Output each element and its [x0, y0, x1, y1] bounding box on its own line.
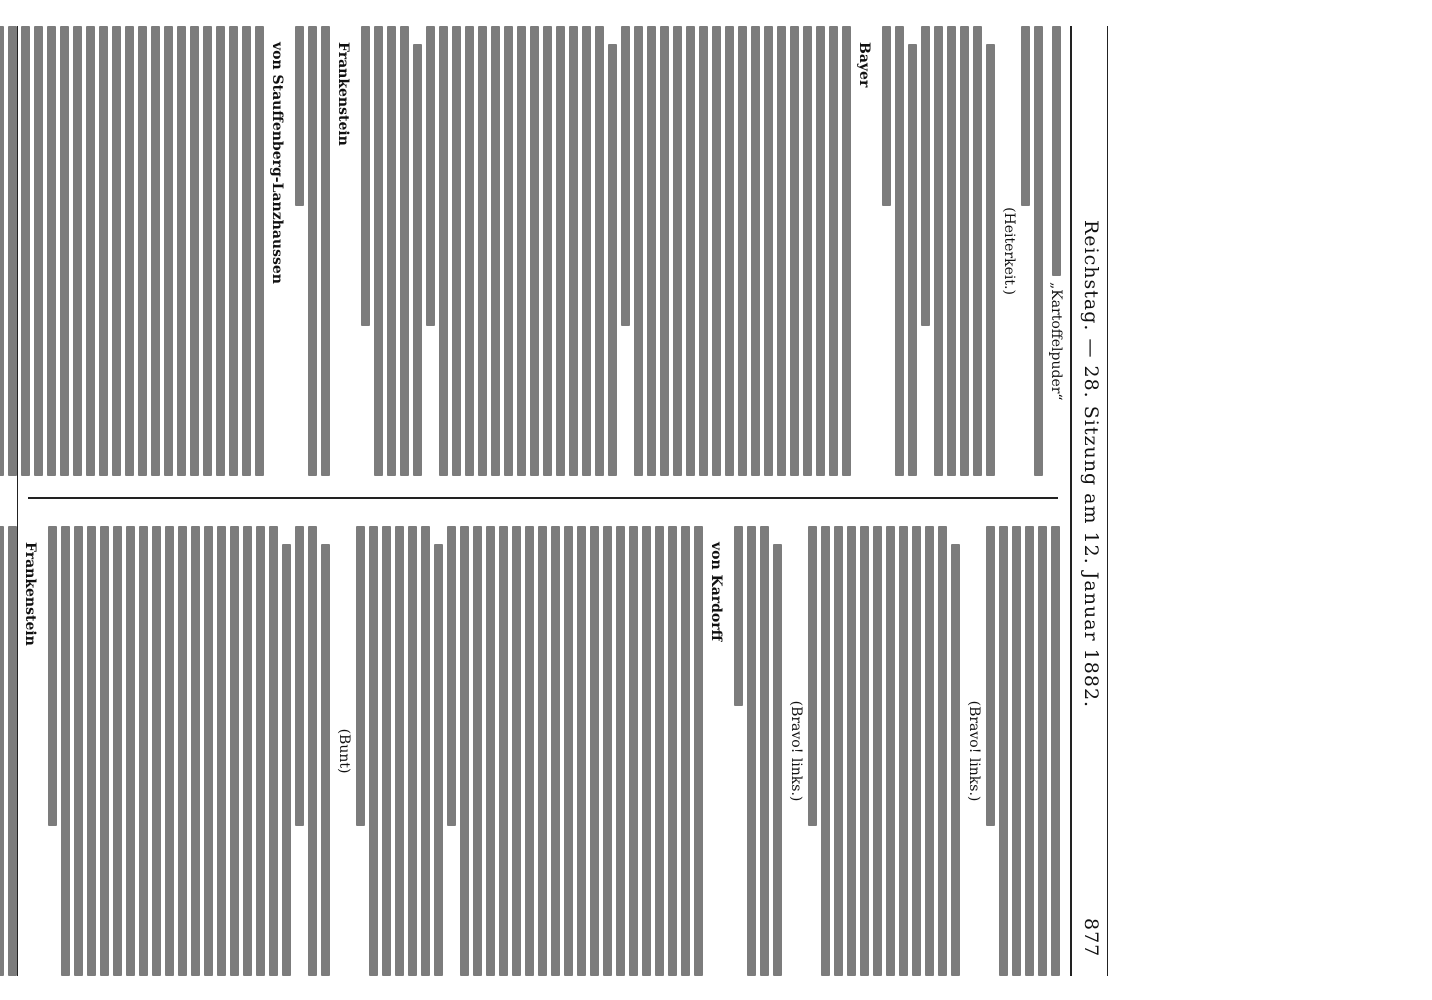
- text-line: [486, 526, 495, 976]
- text-line: [230, 526, 239, 976]
- text-line: [8, 526, 17, 976]
- text-line: [564, 526, 573, 976]
- text-line: [125, 26, 134, 476]
- text-line: [595, 26, 604, 476]
- text-line: [99, 26, 108, 476]
- text-line: [808, 526, 817, 826]
- text-line: [282, 544, 291, 976]
- text-line: [668, 526, 677, 976]
- text-line: [0, 526, 4, 976]
- text-line: [860, 526, 869, 976]
- speaker-name: von Stauffenberg-Lanzhaussen: [269, 42, 285, 284]
- text-line: [478, 26, 487, 476]
- text-line: [525, 526, 534, 976]
- text-line: [460, 526, 469, 976]
- text-line: [499, 526, 508, 976]
- text-line: [190, 26, 199, 476]
- text-line: [203, 26, 212, 476]
- text-line: [321, 544, 330, 976]
- text-line: [216, 26, 225, 476]
- text-line: [512, 526, 521, 976]
- text-line: [938, 526, 947, 976]
- text-line: [551, 526, 560, 976]
- text-line: [491, 26, 500, 476]
- text-line: [986, 526, 995, 826]
- text-line: [642, 526, 651, 976]
- text-line: [603, 526, 612, 976]
- text-line: [229, 26, 238, 476]
- text-line: [921, 26, 930, 326]
- stage-direction: (Bravo! links.): [966, 700, 982, 802]
- text-line: [369, 526, 378, 976]
- stage-direction: (Heiterkeit.): [1001, 207, 1017, 295]
- text-line: [113, 526, 122, 976]
- speaker-name: Frankenstein: [22, 542, 38, 646]
- text-line: [1052, 26, 1061, 276]
- text-line: [400, 26, 409, 476]
- text-line: [899, 526, 908, 976]
- text-line: [382, 526, 391, 976]
- text-line: [1012, 526, 1021, 976]
- text-line: [74, 526, 83, 976]
- text-line: [621, 26, 630, 326]
- text-line: [712, 26, 721, 476]
- right-column: [24, 526, 1064, 976]
- text-line: [465, 26, 474, 476]
- text-line: [886, 526, 895, 976]
- text-line: [112, 26, 121, 476]
- text-line: [356, 526, 365, 826]
- text-line: [100, 526, 109, 976]
- text-line: [504, 26, 513, 476]
- text-line: [164, 26, 173, 476]
- text-line: [421, 526, 430, 976]
- text-line: [655, 526, 664, 976]
- text-line: [191, 526, 200, 976]
- text-line: [434, 544, 443, 976]
- text-line: [165, 526, 174, 976]
- text-line: [374, 26, 383, 476]
- speaker-paragraph: [707, 526, 724, 976]
- text-line: [255, 26, 264, 476]
- text-line: [925, 526, 934, 976]
- text-line: [73, 26, 82, 476]
- column-divider: [28, 497, 1058, 499]
- text-line: [8, 26, 17, 476]
- text-line: [569, 26, 578, 476]
- quote-text: „Kartoffelpuder“: [1048, 282, 1064, 401]
- text-line: [86, 26, 95, 476]
- text-line: [177, 26, 186, 476]
- text-line: [873, 526, 882, 976]
- text-line: [821, 526, 830, 976]
- text-line: [1038, 526, 1047, 976]
- header-rule: [1070, 26, 1072, 976]
- text-line: [308, 26, 317, 476]
- text-line: [517, 26, 526, 476]
- text-line: [973, 26, 982, 476]
- text-line: [243, 526, 252, 976]
- stage-direction: (Bravo! links.): [788, 700, 804, 802]
- text-line: [773, 544, 782, 976]
- text-line: [634, 26, 643, 476]
- text-line: [1021, 26, 1030, 206]
- text-line: [816, 26, 825, 476]
- text-line: [895, 26, 904, 476]
- text-line: [803, 26, 812, 476]
- text-line: [577, 526, 586, 976]
- text-line: [426, 26, 435, 326]
- text-line: [829, 26, 838, 476]
- text-line: [747, 526, 756, 976]
- text-line: [151, 26, 160, 476]
- text-line: [699, 26, 708, 476]
- text-line: [1025, 526, 1034, 976]
- left-column: [24, 26, 1064, 476]
- text-line: [751, 26, 760, 476]
- text-line: [0, 26, 4, 476]
- text-line: [647, 26, 656, 476]
- text-line: [660, 26, 669, 476]
- speaker-name: Bayer: [856, 42, 872, 88]
- text-line: [447, 526, 456, 826]
- text-line: [204, 526, 213, 976]
- page-number: 877: [1080, 918, 1102, 958]
- speaker-name: von Kardorff: [708, 542, 724, 642]
- text-line: [960, 26, 969, 476]
- text-line: [582, 26, 591, 476]
- text-line: [47, 26, 56, 476]
- text-line: [217, 526, 226, 976]
- text-line: [590, 526, 599, 976]
- text-line: [361, 26, 370, 326]
- text-line: [616, 526, 625, 976]
- text-line: [1051, 526, 1060, 976]
- text-line: [256, 526, 265, 976]
- text-line: [694, 526, 703, 976]
- text-line: [139, 526, 148, 976]
- text-line: [882, 26, 891, 206]
- text-line: [87, 526, 96, 976]
- text-line: [408, 526, 417, 976]
- text-line: [452, 26, 461, 476]
- text-line: [152, 526, 161, 976]
- text-line: [395, 526, 404, 976]
- text-line: [538, 526, 547, 976]
- page-header-title: Reichstag. — 28. Sitzung am 12. Januar 1882.: [1080, 220, 1102, 709]
- text-line: [842, 26, 851, 476]
- speaker-name: Frankenstein: [335, 42, 351, 146]
- speaker-paragraph: [855, 26, 872, 476]
- text-line: [608, 44, 617, 476]
- text-line: [673, 26, 682, 476]
- text-line: [760, 526, 769, 976]
- text-line: [308, 526, 317, 976]
- text-line: [439, 26, 448, 476]
- text-line: [60, 26, 69, 476]
- text-line: [556, 26, 565, 476]
- text-line: [908, 44, 917, 476]
- text-line: [790, 26, 799, 476]
- stage-direction: (Bunt): [336, 728, 352, 774]
- text-line: [61, 526, 70, 976]
- text-line: [847, 526, 856, 976]
- paragraph: [1047, 26, 1064, 476]
- text-line: [764, 26, 773, 476]
- text-line: [295, 26, 304, 206]
- text-line: [734, 526, 743, 706]
- top-rule: [1107, 26, 1108, 976]
- text-line: [473, 526, 482, 976]
- text-line: [530, 26, 539, 476]
- text-line: [1034, 26, 1043, 476]
- text-line: [269, 526, 278, 976]
- text-line: [21, 26, 30, 476]
- text-line: [543, 26, 552, 476]
- speaker-paragraph: [21, 526, 38, 976]
- text-line: [295, 526, 304, 826]
- text-line: [947, 26, 956, 476]
- text-line: [242, 26, 251, 476]
- speaker-paragraph: [268, 26, 285, 476]
- text-line: [912, 526, 921, 976]
- text-line: [999, 526, 1008, 976]
- text-line: [178, 526, 187, 976]
- text-line: [321, 26, 330, 476]
- text-line: [834, 526, 843, 976]
- text-line: [34, 26, 43, 476]
- text-line: [681, 526, 690, 976]
- text-line: [951, 544, 960, 976]
- text-line: [725, 26, 734, 476]
- bottom-rule: [17, 26, 18, 976]
- text-line: [126, 526, 135, 976]
- text-line: [387, 26, 396, 476]
- text-line: [738, 26, 747, 476]
- text-line: [138, 26, 147, 476]
- text-line: [986, 44, 995, 476]
- text-line: [777, 26, 786, 476]
- text-line: [413, 44, 422, 476]
- text-line: [934, 26, 943, 476]
- text-line: [629, 526, 638, 976]
- speaker-paragraph: [334, 26, 351, 476]
- text-line: [48, 526, 57, 826]
- text-line: [686, 26, 695, 476]
